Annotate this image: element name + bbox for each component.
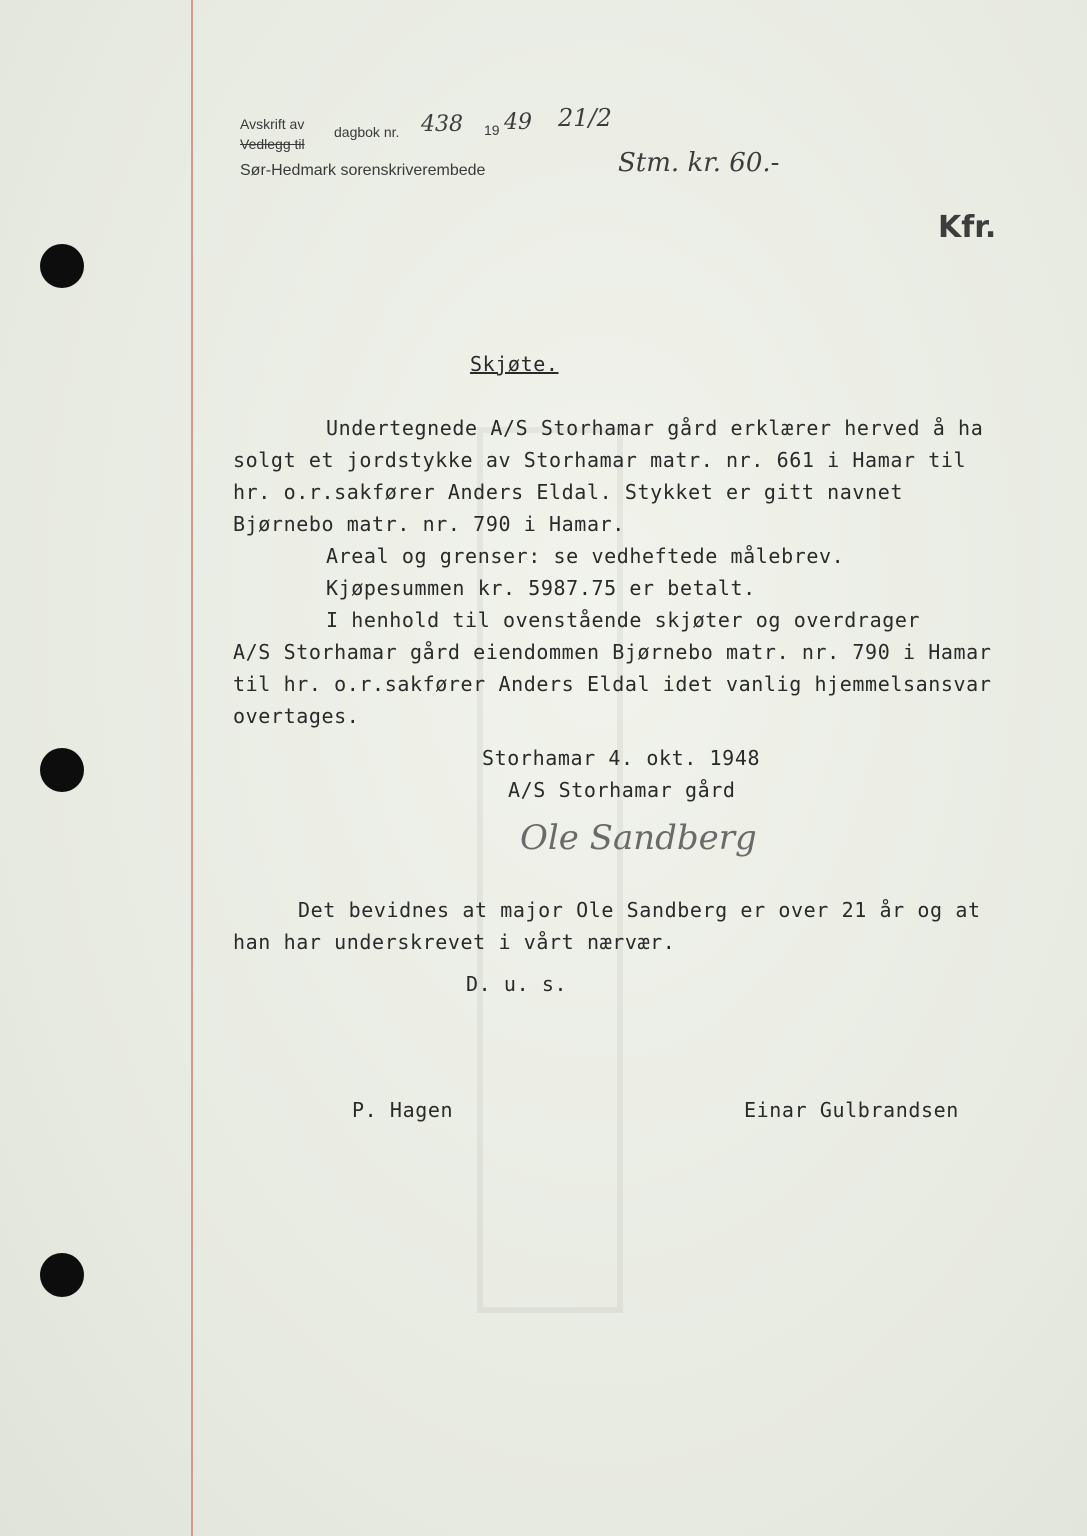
handwritten-signature: Ole Sandberg: [520, 818, 757, 858]
year-prefix: 19: [484, 122, 500, 138]
company-name: A/S Storhamar gård: [508, 778, 736, 802]
punch-hole-middle: [40, 748, 84, 792]
body-line-3: hr. o.r.sakfører Anders Eldal. Stykket er gitt navnet: [233, 480, 903, 504]
place-date: Storhamar 4. okt. 1948: [482, 746, 761, 770]
body-line-1: Undertegnede A/S Storhamar gård erklærer herved å ha: [326, 416, 984, 440]
body-line-7: I henhold til ovenstående skjøter og overdrager: [326, 608, 921, 632]
office-name: Sør-Hedmark sorenskriverembede: [240, 162, 486, 179]
body-line-10: overtages.: [233, 704, 360, 728]
body-line-2: solgt et jordstykke av Storhamar matr. nr. 661 i Hamar til: [233, 448, 967, 472]
dus-abbreviation: D. u. s.: [466, 972, 568, 996]
body-line-4: Bjørnebo matr. nr. 790 i Hamar.: [233, 512, 625, 536]
witness-name-2: Einar Gulbrandsen: [744, 1098, 959, 1122]
witness-line-2: han har underskrevet i vårt nærvær.: [233, 930, 676, 954]
date-note: 21/2: [558, 104, 612, 132]
witness-line-1: Det bevidnes at major Ole Sandberg er over 21 år og at: [298, 898, 981, 922]
vedlegg-label: Vedlegg til: [240, 136, 305, 152]
body-line-9: til hr. o.r.sakfører Anders Eldal idet vanlig hjemmelsansvar: [233, 672, 992, 696]
avskrift-label: Avskrift av: [240, 116, 305, 132]
fee-note: Stm. kr. 60.-: [618, 148, 780, 178]
punch-hole-bottom: [40, 1253, 84, 1297]
punch-hole-top: [40, 244, 84, 288]
kfr-mark: Kfr.: [938, 210, 997, 245]
dagbok-label: dagbok nr.: [334, 124, 400, 140]
dagbok-number: 438: [421, 112, 463, 137]
witness-name-1: P. Hagen: [352, 1098, 454, 1122]
year-suffix: 49: [504, 110, 532, 135]
margin-rule: [191, 0, 193, 1536]
body-line-5: Areal og grenser: se vedheftede målebrev.: [326, 544, 845, 568]
body-line-8: A/S Storhamar gård eiendommen Bjørnebo matr. nr. 790 i Hamar: [233, 640, 992, 664]
body-line-6: Kjøpesummen kr. 5987.75 er betalt.: [326, 576, 756, 600]
document-title: Skjøte.: [470, 352, 559, 376]
